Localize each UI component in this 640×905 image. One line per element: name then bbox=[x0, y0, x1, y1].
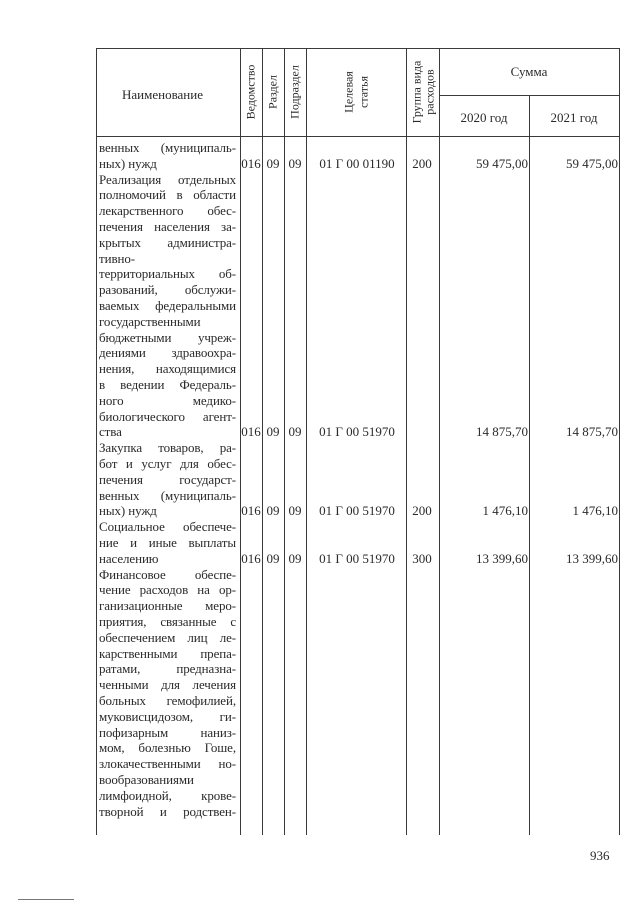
cell-razdel: 09 bbox=[266, 424, 280, 440]
name-line: крытых администра- bbox=[99, 234, 236, 250]
name-line: творной и родствен- bbox=[99, 803, 236, 819]
name-line: ства bbox=[99, 424, 122, 440]
header-year-2020: 2020 год bbox=[460, 110, 508, 125]
col-line-razdel bbox=[284, 48, 285, 835]
page-number: 936 bbox=[590, 848, 610, 863]
cell-group: 300 bbox=[412, 550, 432, 566]
name-line: больных гемофилией, bbox=[99, 693, 236, 708]
cell-razdel: 09 bbox=[266, 155, 280, 171]
footer-rule bbox=[18, 899, 74, 900]
col-line-podrazdel bbox=[306, 48, 307, 835]
header-target-line1: Целевая bbox=[341, 71, 356, 113]
name-line: ного медико- bbox=[99, 392, 236, 408]
name-line: чение расходов на ор- bbox=[99, 582, 236, 598]
cell-vedomstvo: 016 bbox=[241, 424, 261, 440]
name-line: печения государст- bbox=[99, 471, 236, 487]
name-line: мом, болезнью Гоше, bbox=[99, 740, 236, 756]
cell-podrazdel: 09 bbox=[288, 550, 302, 566]
cell-podrazdel: 09 bbox=[288, 424, 302, 440]
name-line: лимфоидной, крове- bbox=[99, 787, 236, 803]
name-line: Финансовое обеспе- bbox=[99, 566, 236, 582]
name-line: Социальное обеспече- bbox=[99, 519, 236, 535]
col-line-ved bbox=[262, 48, 263, 835]
cell-vedomstvo: 016 bbox=[241, 503, 261, 519]
cell-group: 200 bbox=[412, 503, 432, 519]
header-podrazdel: Подраздел bbox=[287, 65, 302, 119]
name-line: Закупка товаров, ра- bbox=[99, 440, 236, 456]
name-line: печения населения за- bbox=[99, 219, 236, 234]
name-line: населению bbox=[99, 550, 159, 566]
cell-2020: 13 399,60 bbox=[476, 550, 528, 566]
name-line: нения, находящимися bbox=[99, 361, 236, 377]
name-line: приятия, связанные с bbox=[99, 614, 236, 629]
name-line: обеспечением лиц ле- bbox=[99, 629, 236, 645]
name-line: биологического агент- bbox=[99, 408, 236, 424]
cell-podrazdel: 09 bbox=[288, 503, 302, 519]
name-line: лекарственного обес- bbox=[99, 203, 236, 219]
header-group-line1: Группа вида bbox=[409, 60, 424, 124]
name-line: ратами, предназна- bbox=[99, 661, 236, 677]
name-line: Реализация отдельных bbox=[99, 171, 236, 187]
name-line: ченными для лечения bbox=[99, 677, 236, 693]
cell-2020: 59 475,00 bbox=[476, 155, 528, 171]
header-vedomstvo: Ведомство bbox=[243, 64, 258, 120]
col-line-group bbox=[439, 48, 440, 835]
col-line-target bbox=[406, 48, 407, 835]
col-line-right bbox=[619, 48, 620, 835]
cell-2020: 1 476,10 bbox=[482, 503, 528, 519]
cell-target: 01 Г 00 51970 bbox=[319, 503, 395, 519]
name-line: территориальных об- bbox=[99, 266, 236, 282]
cell-2021: 1 476,10 bbox=[572, 503, 618, 519]
cell-razdel: 09 bbox=[266, 503, 280, 519]
name-line: полномочий в области bbox=[99, 187, 236, 203]
name-line: бюджетными учреж- bbox=[99, 329, 236, 345]
cell-target: 01 Г 00 01190 bbox=[319, 155, 395, 171]
col-line-year bbox=[529, 95, 530, 835]
name-line: вообразованиями bbox=[99, 772, 194, 787]
cell-2021: 59 475,00 bbox=[566, 155, 618, 171]
cell-vedomstvo: 016 bbox=[241, 155, 261, 171]
name-line: карственными препа- bbox=[99, 645, 236, 661]
name-line: в ведении Федераль- bbox=[99, 377, 236, 392]
name-line: венных (муниципаль- bbox=[99, 140, 236, 155]
header-target-line2: статья bbox=[356, 76, 371, 108]
table-border-top bbox=[96, 48, 619, 49]
cell-target: 01 Г 00 51970 bbox=[319, 550, 395, 566]
name-line: ние и иные выплаты bbox=[99, 535, 236, 550]
name-line: ных) нужд bbox=[99, 503, 157, 519]
name-line: венных (муниципаль- bbox=[99, 487, 236, 503]
name-line: ных) нужд bbox=[99, 155, 157, 171]
header-name: Наименование bbox=[122, 87, 203, 102]
cell-group: 200 bbox=[412, 155, 432, 171]
name-line: ганизационные меро- bbox=[99, 598, 236, 614]
header-bottom-line bbox=[96, 136, 619, 137]
cell-2020: 14 875,70 bbox=[476, 424, 528, 440]
name-line: разований, обслужи- bbox=[99, 282, 236, 298]
col-line-left bbox=[96, 48, 97, 835]
cell-podrazdel: 09 bbox=[288, 155, 302, 171]
name-line: государственными bbox=[99, 313, 201, 329]
header-year-2021: 2021 год bbox=[550, 110, 598, 125]
name-line: тивно- bbox=[99, 250, 135, 266]
header-group-line2: расходов bbox=[422, 69, 437, 115]
name-line: злокачественными но- bbox=[99, 756, 236, 772]
cell-2021: 14 875,70 bbox=[566, 424, 618, 440]
header-sum: Сумма bbox=[510, 64, 548, 79]
cell-target: 01 Г 00 51970 bbox=[319, 424, 395, 440]
name-line: дениями здравоохра- bbox=[99, 345, 236, 361]
name-line: пофизарным наниз- bbox=[99, 724, 236, 740]
cell-2021: 13 399,60 bbox=[566, 550, 618, 566]
name-line: муковисцидозом, ги- bbox=[99, 708, 236, 724]
cell-vedomstvo: 016 bbox=[241, 550, 261, 566]
header-razdel: Раздел bbox=[265, 75, 280, 109]
name-line: ваемых федеральными bbox=[99, 298, 236, 313]
cell-razdel: 09 bbox=[266, 550, 280, 566]
name-line: бот и услуг для обес- bbox=[99, 456, 236, 471]
